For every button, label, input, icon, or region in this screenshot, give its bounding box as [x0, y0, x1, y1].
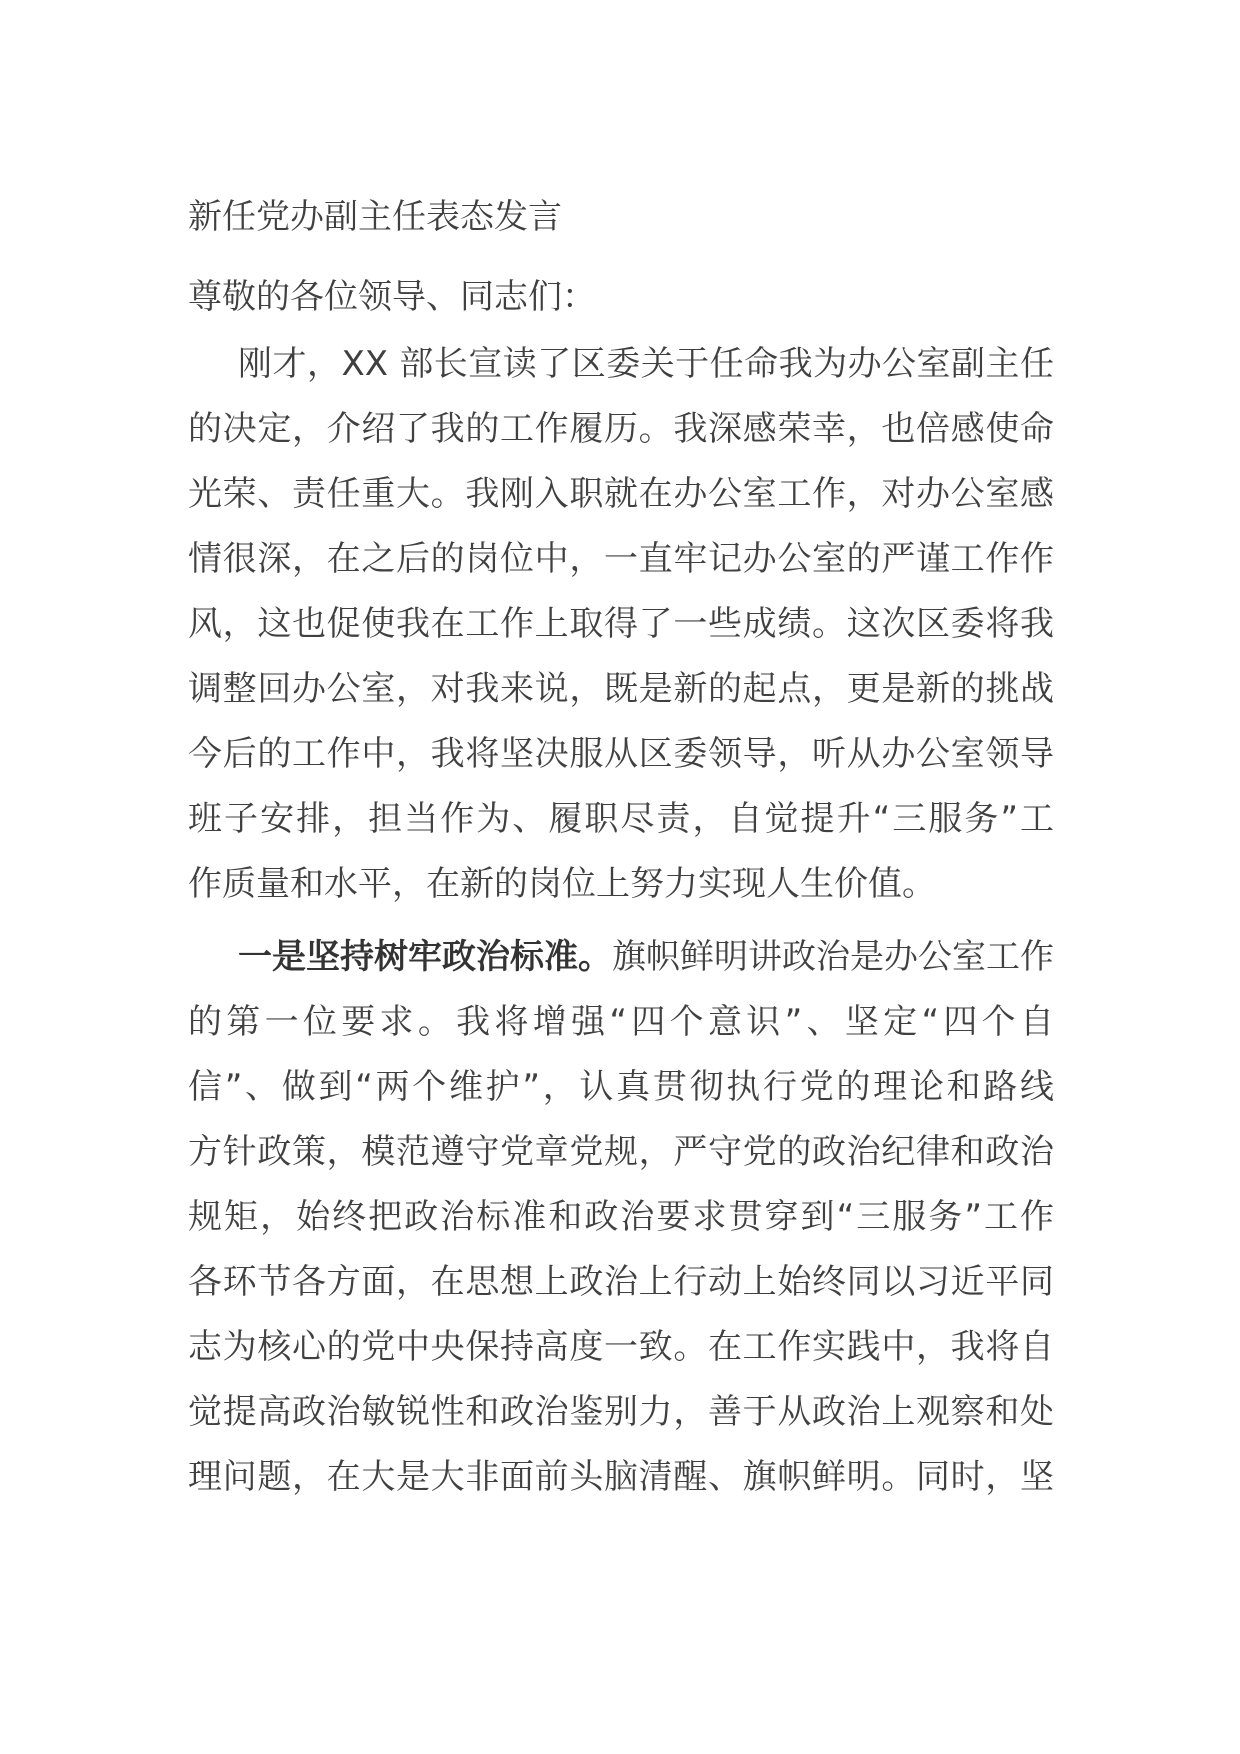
- paragraph-line: [188, 925, 1054, 990]
- paragraph-lead: 一是坚持树牢政治标准。: [238, 937, 612, 977]
- paragraph-line: 作质量和水平，在新的岗位上努力实现人生价值。: [188, 864, 936, 904]
- paragraph-line: 风，这也促使我在工作上取得了一些成绩。这次区委将我: [188, 604, 1054, 644]
- paragraph-line: 调整回办公室，对我来说，既是新的起点，更是新的挑战: [188, 669, 1054, 709]
- paragraph-line: 志为核心的党中央保持高度一致。在工作实践中，我将自: [188, 1327, 1054, 1367]
- paragraph-line: 的第一位要求。我将增强“四个意识”、坚定“四个自: [188, 1002, 1054, 1042]
- paragraph-line: 信”、做到“两个维护”，认真贯彻执行党的理论和路线: [188, 1067, 1054, 1107]
- paragraph-line: 的决定，介绍了我的工作履历。我深感荣幸，也倍感使命: [188, 409, 1054, 449]
- document-title: 新任党办副主任表态发言: [188, 197, 562, 237]
- paragraph-line: 规矩，始终把政治标准和政治要求贯穿到“三服务”工作: [188, 1197, 1054, 1237]
- paragraph-intro: [188, 332, 1054, 917]
- paragraph-line: 觉提高政治敏锐性和政治鉴别力，善于从政治上观察和处: [188, 1392, 1054, 1432]
- paragraph-line: 班子安排，担当作为、履职尽责，自觉提升“三服务”工: [188, 799, 1054, 839]
- paragraph-line: 方针政策，模范遵守党章党规，严守党的政治纪律和政治: [188, 1132, 1054, 1172]
- salutation: 尊敬的各位领导、同志们：: [188, 277, 596, 317]
- paragraph-line: 光荣、责任重大。我刚入职就在办公室工作，对办公室感: [188, 474, 1054, 514]
- paragraph-line: 今后的工作中，我将坚决服从区委领导，听从办公室领导: [188, 734, 1054, 774]
- paragraph-line: 理问题，在大是大非面前头脑清醒、旗帜鲜明。同时，坚: [188, 1457, 1054, 1497]
- paragraph-line: 刚才，XX 部长宣读了区委关于任命我为办公室副主任: [238, 344, 1054, 384]
- paragraph-line: 情很深，在之后的岗位中，一直牢记办公室的严谨工作作: [188, 539, 1054, 579]
- paragraph-line: 各环节各方面，在思想上政治上行动上始终同以习近平同: [188, 1262, 1054, 1302]
- paragraph-political-standard: [188, 925, 1054, 1510]
- paragraph-line-text: 旗帜鲜明讲政治是办公室工作: [612, 937, 1054, 977]
- document-page: [188, 190, 1054, 1518]
